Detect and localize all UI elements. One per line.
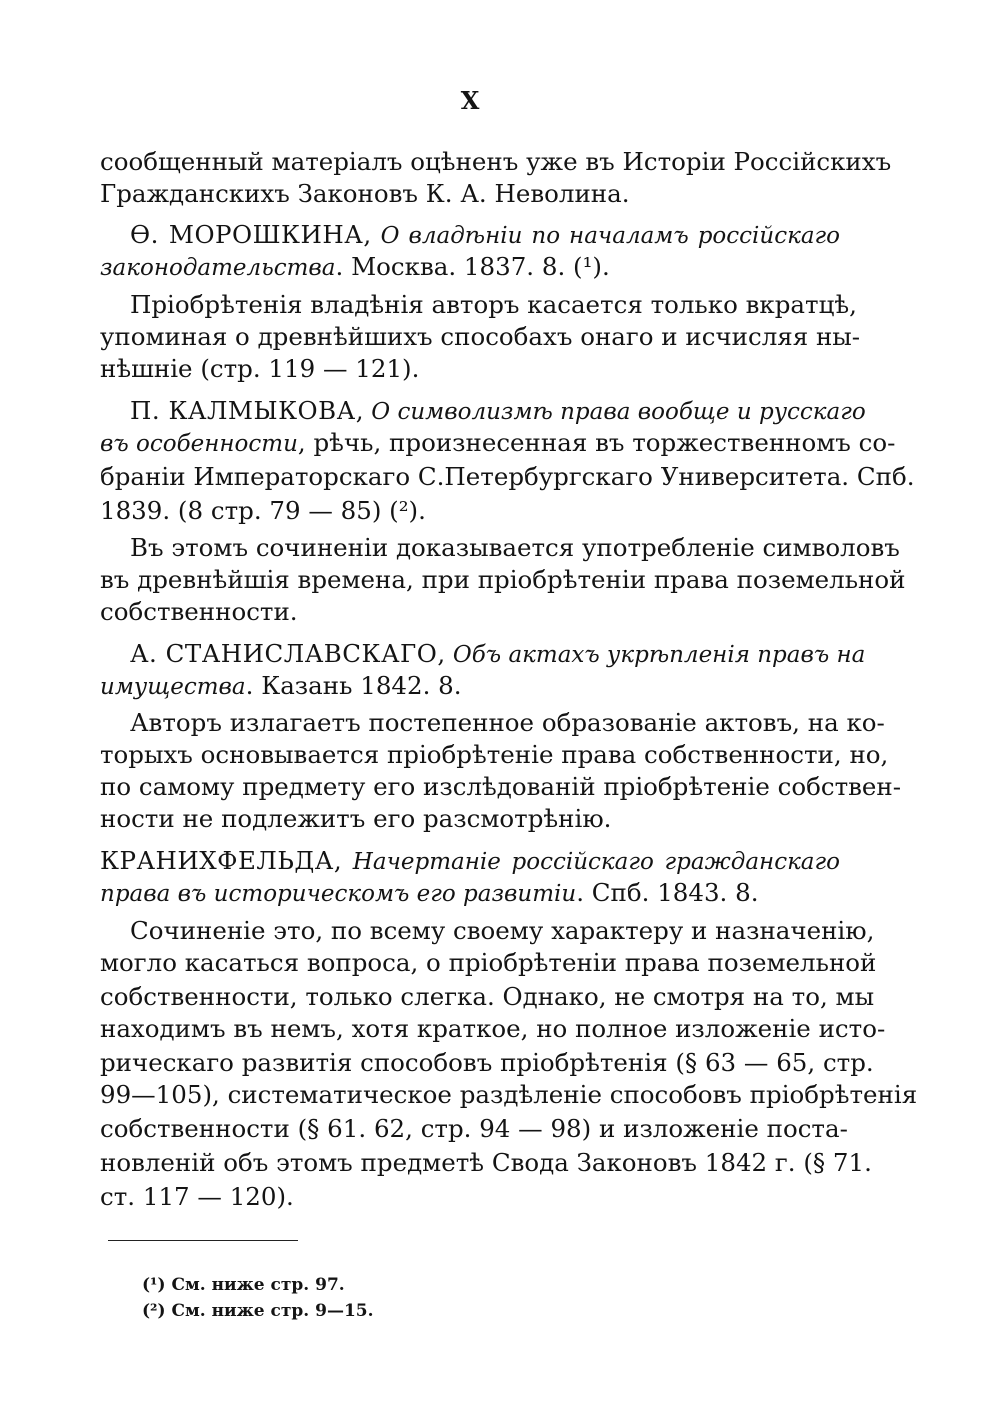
entry-line [130, 395, 866, 428]
text-line: торыхъ основывается пріобрѣтеніе права собственности, но, [100, 740, 889, 769]
text-line: находимъ въ немъ, хотя краткое, но полное изложеніе исто- [100, 1014, 886, 1043]
entry-line [100, 427, 896, 460]
entry-line [100, 251, 840, 284]
entry-line [130, 219, 840, 252]
text-line: собственности, только слегка. Однако, не смотря на то, мы [100, 982, 875, 1011]
text-line: ст. 117 — 120). [100, 1182, 294, 1211]
entry-author: П. КАЛМЫКОВА [130, 396, 356, 425]
entry-line [100, 845, 840, 878]
entry-separator: , [437, 639, 453, 668]
entry-line: 1839. (8 стр. 79 — 85) (²). [100, 496, 426, 525]
entry-title: О символизмѣ права вообще и русскаго [371, 399, 866, 425]
entry-title: имущества [100, 674, 246, 700]
entry-imprint: . Спб. 1843. 8. [576, 878, 759, 907]
entry-line [100, 670, 840, 703]
text-line: сообщенный матеріалъ оцѣненъ уже въ Исторіи Россійскихъ [100, 147, 892, 176]
entry-title: законодательства [100, 255, 336, 281]
footnote-2: (²) См. ниже стр. 9—15. [142, 1301, 374, 1321]
text-line: новленій объ этомъ предметѣ Свода Законовъ 1842 г. (§ 71. [100, 1148, 872, 1177]
entry-text: , рѣчь, произнесенная въ торжественномъ со- [297, 428, 896, 457]
text-line: 99—105), систематическое раздѣленіе способовъ пріобрѣтенія [100, 1080, 918, 1109]
text-line: Авторъ излагаетъ постепенное образованіе актовъ, на ко- [130, 708, 885, 737]
entry-line: браніи Императорскаго С.Петербургскаго Университета. Спб. [100, 462, 915, 491]
entry-title: Начертаніе россійскаго гражданскаго [352, 849, 840, 875]
entry-author: КРАНИХФЕЛЬДА [100, 846, 334, 875]
entry-title: Объ актахъ укрѣпленія правъ на [452, 642, 866, 668]
entry-title: права въ историческомъ его развитіи [100, 881, 577, 907]
text-line: могло касаться вопроса, о пріобрѣтеніи права поземельной [100, 948, 877, 977]
entry-author: А. СТАНИСЛАВСКАГО [130, 639, 438, 668]
footnote-divider [108, 1240, 298, 1241]
text-line: Сочиненіе это, по всему своему характеру и назначенію, [130, 916, 875, 945]
text-line: собственности. [100, 597, 298, 626]
entry-separator: , [333, 846, 353, 875]
entry-line [100, 877, 840, 910]
text-line: Пріобрѣтенія владѣнія авторъ касается только вкратцѣ, [130, 290, 857, 319]
entry-title: О владѣніи по началамъ россійскаго [380, 223, 841, 249]
entry-author: Ѳ. МОРОШКИНА [130, 220, 364, 249]
text-line: Гражданскихъ Законовъ К. А. Неволина. [100, 179, 630, 208]
entry-imprint: . Казань 1842. 8. [245, 671, 462, 700]
entry-line [130, 638, 866, 671]
entry-separator: , [355, 396, 372, 425]
text-line: нѣшніе (стр. 119 — 121). [100, 354, 420, 383]
text-line: по самому предмету его изслѣдованій пріобрѣтеніе собствен- [100, 772, 902, 801]
text-line: упоминая о древнѣйшихъ способахъ онаго и исчисляя ны- [100, 322, 861, 351]
text-line: рическаго развитія способовъ пріобрѣтенія (§ 63 — 65, стр. [100, 1048, 874, 1077]
entry-separator: , [363, 220, 381, 249]
footnote-1: (¹) См. ниже стр. 97. [142, 1275, 345, 1295]
entry-title: въ особенности [100, 431, 298, 457]
text-line: въ древнѣйшія времена, при пріобрѣтеніи права поземельной [100, 565, 906, 594]
page-number: X [460, 86, 480, 115]
text-line: собственности (§ 61. 62, стр. 94 — 98) и изложеніе поста- [100, 1114, 848, 1143]
text-line: Въ этомъ сочиненіи доказывается употребленіе символовъ [130, 533, 900, 562]
entry-imprint: . Москва. 1837. 8. (¹). [335, 252, 610, 281]
text-line: ности не подлежитъ его разсмотрѣнію. [100, 804, 612, 833]
